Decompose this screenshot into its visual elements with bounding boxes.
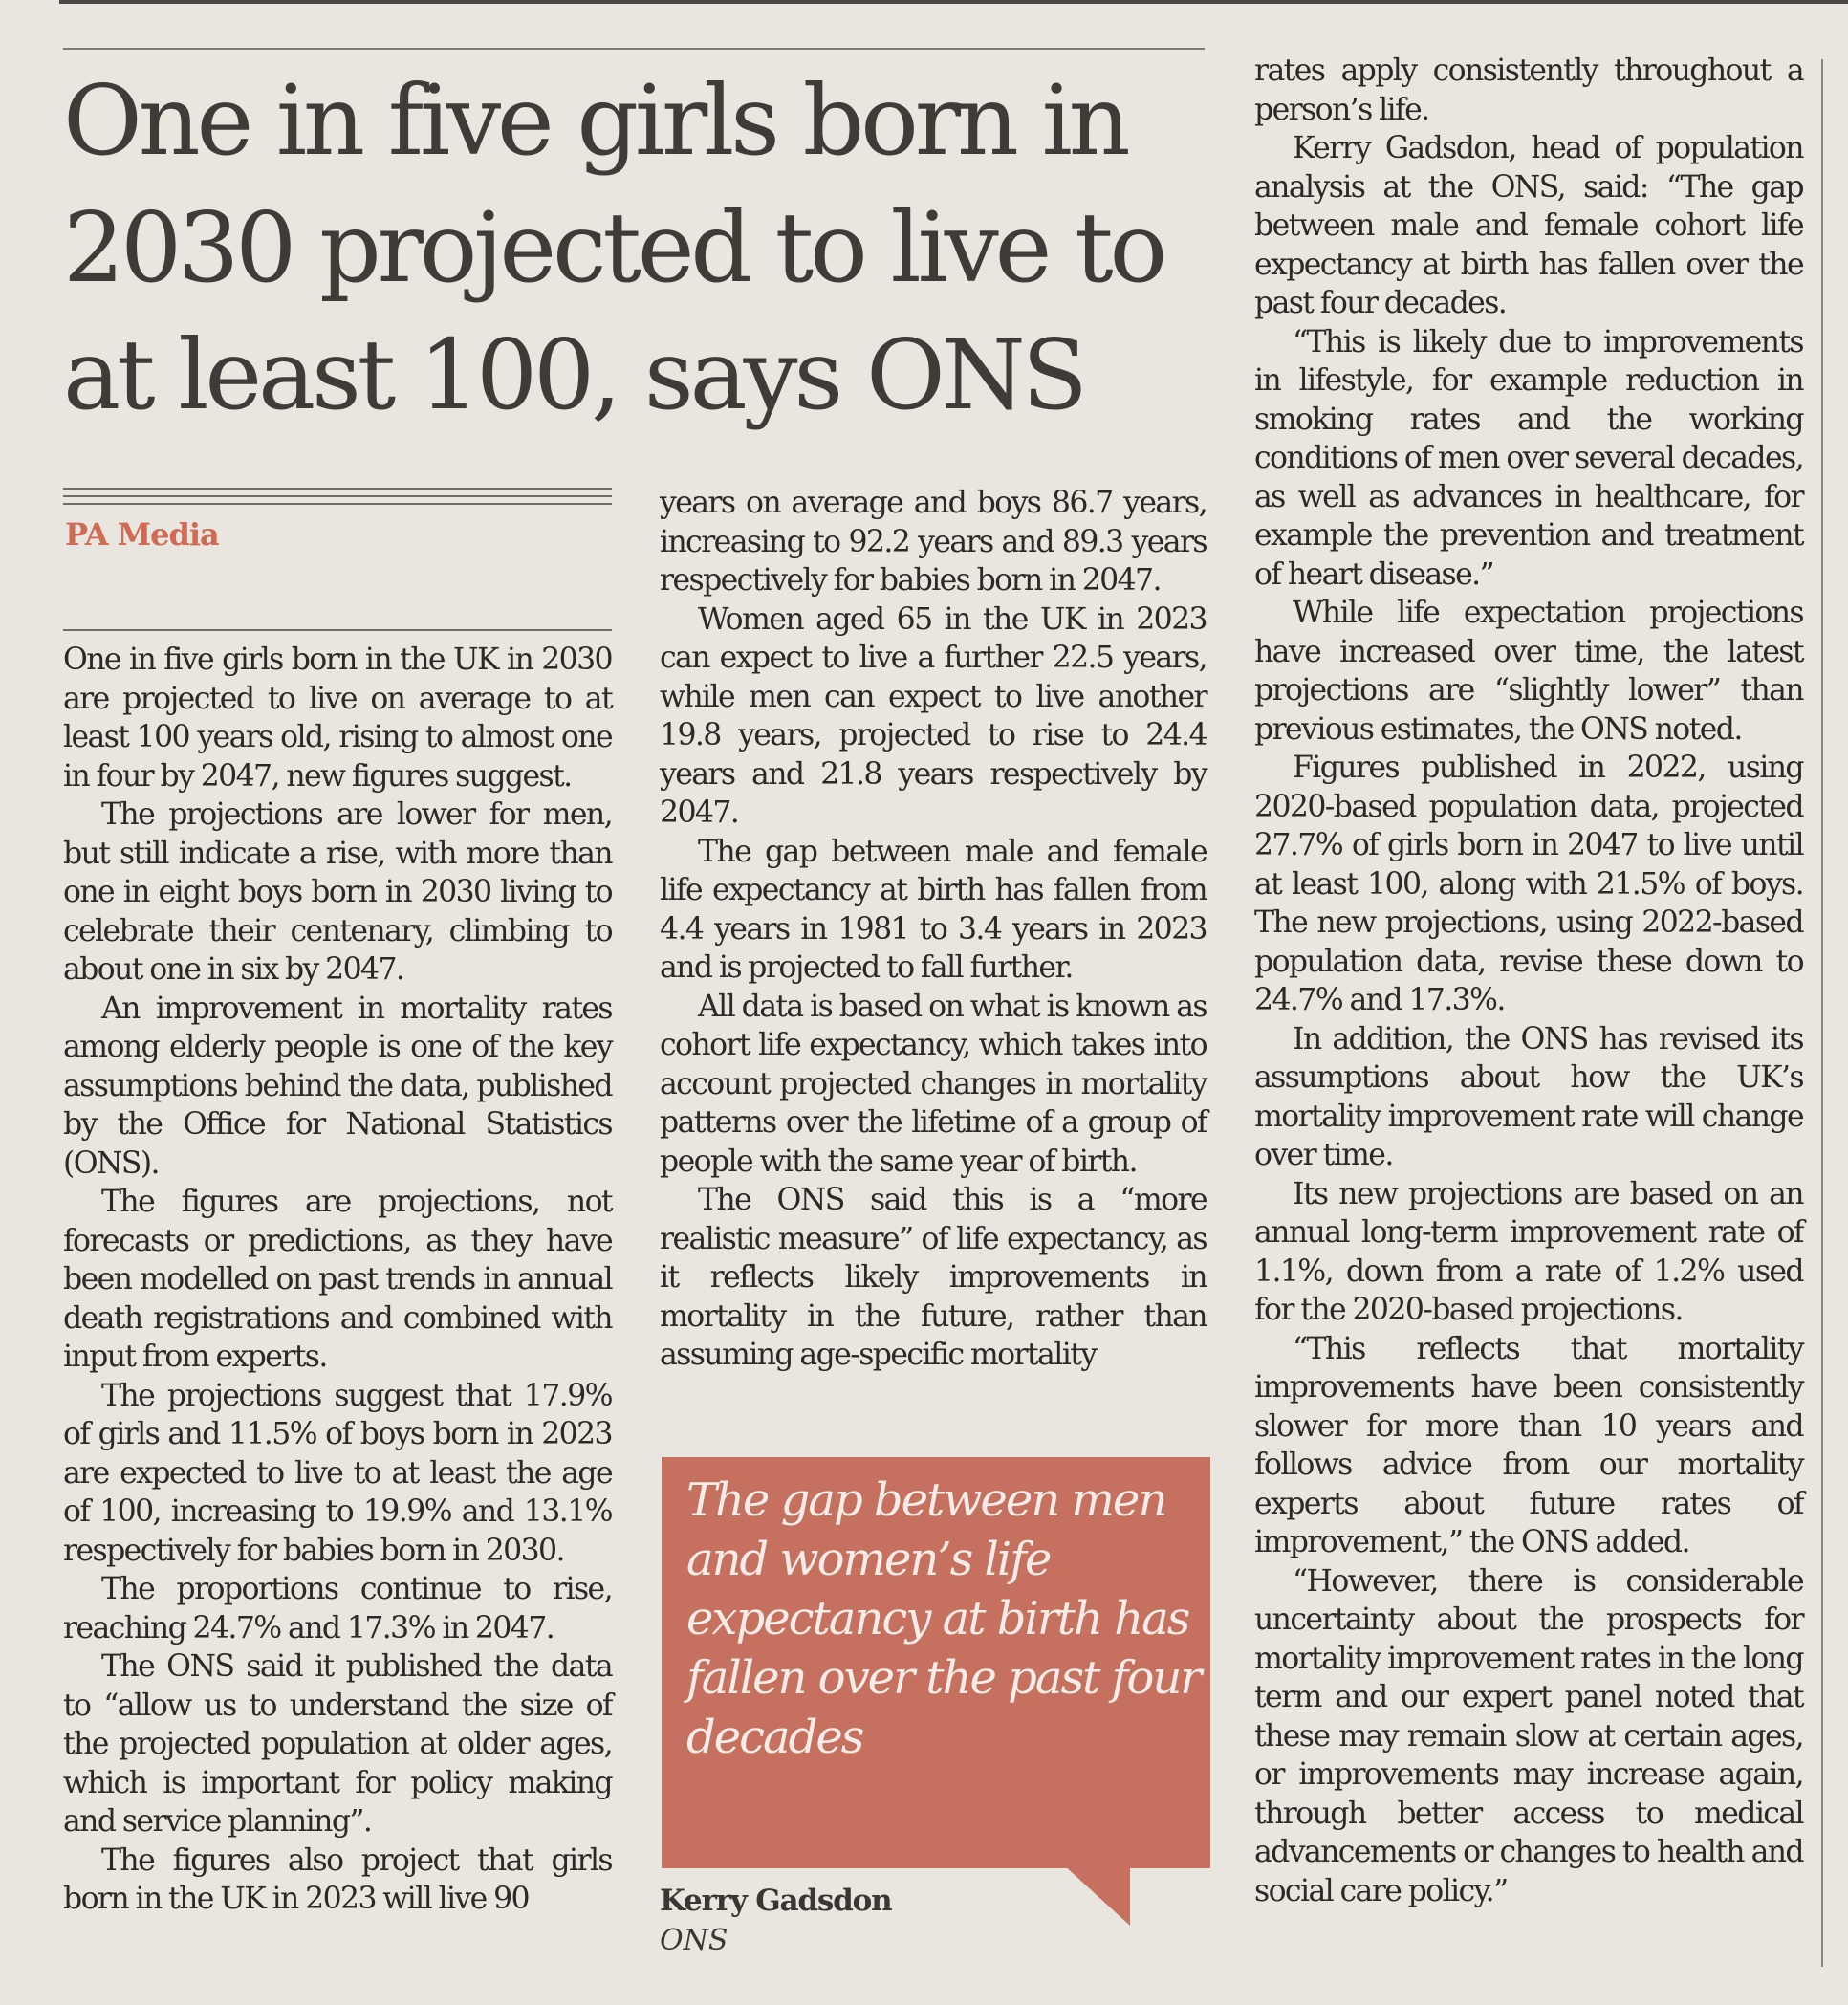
article-column-1: [63, 641, 612, 1919]
pullquote-tail: [1063, 1864, 1130, 1926]
top-rule: [59, 0, 1848, 4]
paragraph: In addition, the ONS has revised its assumptions about how the UK’s mortality improvement rate will change over time.: [1254, 1021, 1803, 1172]
headline-rule: [63, 48, 1205, 50]
article-column-2: [660, 484, 1207, 1375]
paragraph: The gap between male and female life expectancy at birth has fallen from 4.4 years in 1981 to 3.4 years in 2023 and is projected to fall further.: [660, 834, 1207, 985]
paragraph: Kerry Gadsdon, head of population analysis at the ONS, said: “The gap between male and female cohort life expectancy at birth has fallen over the past four decades.: [1254, 131, 1803, 320]
paragraph: rates apply consistently throughout a person’s life.: [1254, 54, 1803, 127]
paragraph: years on average and boys 86.7 years, increasing to 92.2 years and 89.3 years respectively for babies born in 2047.: [660, 486, 1207, 598]
paragraph: The projections suggest that 17.9% of girls and 11.5% of boys born in 2023 are expected to live to at least the age of 100, increasing to 19.9% and 13.1% respectively for babies born in 2030.: [63, 1378, 612, 1568]
paragraph: The figures are projections, not forecasts or predictions, as they have been modelled on past trends in annual death registrations and combined with input from experts.: [63, 1185, 612, 1374]
paragraph: The ONS said it published the data to “allow us to understand the size of the projected population at older ages, which is important for policy making and service planning”.: [63, 1649, 612, 1839]
article-headline: One in five girls born in 2030 projected to live to at least 100, says ONS: [63, 64, 1164, 431]
pullquote-attribution-name: Kerry Gadsdon: [660, 1884, 892, 1918]
paragraph: Women aged 65 in the UK in 2023 can expect to live a further 22.5 years, while men can expect to live another 19.8 years, projected to rise to 24.4 years and 21.8 years respectively by 2047.: [660, 601, 1207, 830]
pullquote-attribution-org: ONS: [660, 1924, 728, 1957]
paragraph: “This reflects that mortality improvements have been consistently slower for more than 10 years and follows advice from our mortality experts about future rates of improvement,” the ONS added.: [1254, 1331, 1803, 1559]
paragraph: The proportions continue to rise, reaching 24.7% and 17.3% in 2047.: [63, 1572, 612, 1645]
paragraph: The projections are lower for men, but still indicate a rise, with more than one in eight boys born in 2030 living to celebrate their centenary, climbing to about one in six by 2047.: [63, 797, 612, 987]
paragraph: All data is based on what is known as cohort life expectancy, which takes into account projected changes in mortality patterns over the lifetime of a group of people with the same year of birth.: [660, 989, 1207, 1179]
byline-rules: [63, 488, 612, 511]
byline-underline: [63, 629, 612, 631]
paragraph: “However, there is considerable uncertainty about the prospects for mortality improvement rates in the long term and our expert panel noted that these may remain slow at certain ages, or improvements may increase again, through better access to medical advancements or changes to health and social care policy.”: [1254, 1563, 1803, 1908]
column-rule: [1821, 59, 1823, 1967]
paragraph: An improvement in mortality rates among elderly people is one of the key assumptions behind the data, published by the Office for National Statistics (ONS).: [63, 991, 612, 1181]
paragraph: Figures published in 2022, using 2020-based population data, projected 27.7% of girls born in 2047 to live until at least 100, along with 21.5% of boys. The new projections, using 2022-based population data, revise these down to 24.7% and 17.3%.: [1254, 751, 1803, 1017]
pullquote-text: The gap between men and women’s life expectancy at birth has fallen over the past four decades: [686, 1473, 1201, 1764]
paragraph: While life expectation projections have increased over time, the latest projections are “slightly lower” than previous estimates, the ONS noted.: [1254, 596, 1803, 747]
paragraph: “This is likely due to improvements in lifestyle, for example reduction in smoking rates and the working conditions of men over several decades, as well as advances in healthcare, for example the prevention and treatment of heart disease.”: [1254, 324, 1803, 592]
article-column-3: [1254, 52, 1803, 1910]
paragraph: One in five girls born in the UK in 2030 are projected to live on average to at least 100 years old, rising to almost one in four by 2047, new figures suggest.: [63, 643, 612, 794]
paragraph: Its new projections are based on an annual long-term improvement rate of 1.1%, down from a rate of 1.2% used for the 2020-based projections.: [1254, 1176, 1803, 1327]
paragraph: The ONS said this is a “more realistic measure” of life expectancy, as it reflects likely improvements in mortality in the future, rather than assuming age-specific mortality: [660, 1183, 1207, 1372]
byline: PA Media: [65, 516, 219, 553]
paragraph: The figures also project that girls born in the UK in 2023 will live 90: [63, 1842, 612, 1916]
